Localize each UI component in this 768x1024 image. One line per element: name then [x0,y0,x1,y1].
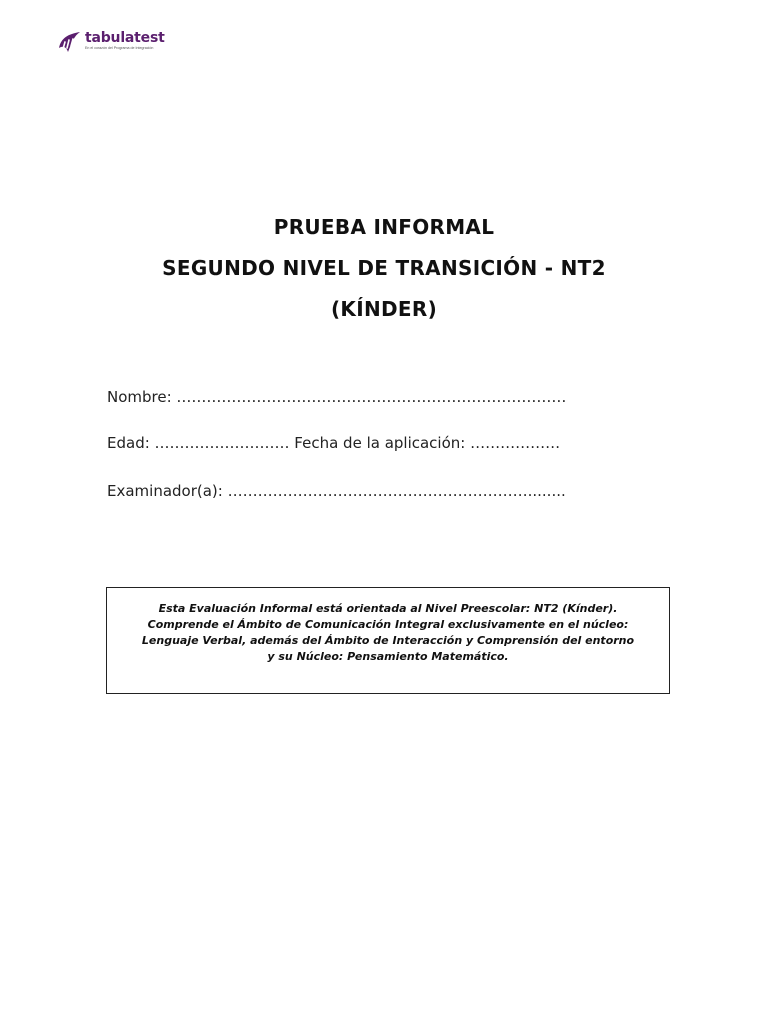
brand-tagline: En el corazón del Programa de Integración [85,46,154,50]
tabulatest-logo-icon [56,30,82,54]
title-line-1: PRUEBA INFORMAL [273,215,495,239]
notice-box [106,587,670,694]
title-line-3: (KÍNDER) [330,297,438,321]
brand-name: tabulatest [85,30,165,46]
examiner-field: Examinador(a): ……………………………………………………........ [107,482,566,500]
notice-line-3: Lenguaje Verbal, además del Ámbito de Interacción y Comprensión del entorno [141,634,635,647]
notice-line-1: Esta Evaluación Informal está orientada al Nivel Preescolar: NT2 (Kínder). [158,602,618,615]
age-date-field: Edad: ……………………… Fecha de la aplicación: ……………… [107,434,561,452]
brand-logo [56,30,165,54]
title-line-2: SEGUNDO NIVEL DE TRANSICIÓN - NT2 [162,256,606,280]
name-field: Nombre: …………………………………………………………………… [107,388,567,406]
notice-line-4: y su Núcleo: Pensamiento Matemático. [267,650,509,663]
brand-text [85,30,165,51]
document-title [0,207,768,330]
notice-line-2: Comprende el Ámbito de Comunicación Integral exclusivamente en el núcleo: [147,618,629,631]
